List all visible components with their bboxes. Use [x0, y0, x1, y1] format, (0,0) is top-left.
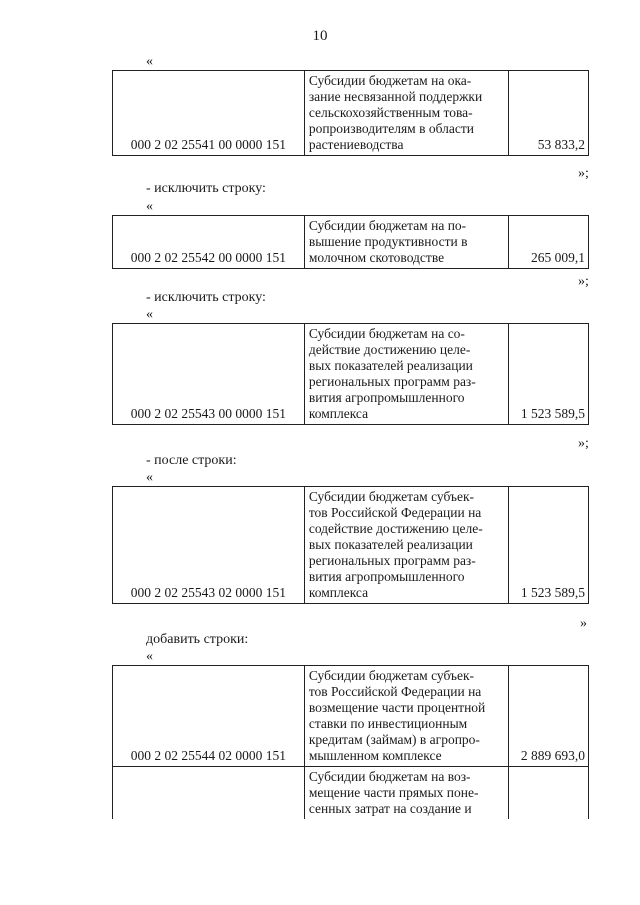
budget-rows-table: [112, 665, 589, 819]
budget-code: 000 2 02 25542 00 0000 151: [113, 216, 305, 269]
description-line: Субсидии бюджетам на воз-: [308, 769, 471, 784]
opening-quote: «: [146, 307, 153, 322]
closing-quote: »: [580, 616, 587, 631]
description-line: сельскохозяйственным това-: [308, 105, 473, 120]
description-line: ропроизводителям в области: [308, 121, 474, 136]
row-amount: 1 523 589,5: [508, 324, 588, 425]
description-line: Субсидии бюджетам на по-: [308, 218, 467, 233]
budget-row-table: [112, 323, 589, 425]
description-line: вышение продуктивности в: [308, 234, 468, 249]
description-line: комплекса: [308, 406, 369, 421]
row-description: [304, 767, 508, 820]
description-line: растениеводства: [308, 137, 404, 152]
row-amount: 265 009,1: [508, 216, 588, 269]
description-line: региональных программ раз-: [308, 374, 476, 389]
table-row: [113, 666, 589, 767]
page-number: 10: [312, 28, 328, 44]
budget-code: 000 2 02 25543 00 0000 151: [113, 324, 305, 425]
row-amount: [508, 767, 588, 820]
budget-row-table: [112, 486, 589, 604]
description-line: ставки по инвестиционным: [308, 716, 468, 731]
opening-quote: «: [146, 470, 153, 485]
description-line: тов Российской Федерации на: [308, 684, 482, 699]
description-line: возмещение части процентной: [308, 700, 486, 715]
description-line: зание несвязанной поддержки: [308, 89, 483, 104]
budget-code: 000 2 02 25543 02 0000 151: [113, 487, 305, 604]
table-row: [113, 216, 589, 269]
description-line: вития агропромышленного: [308, 390, 465, 405]
row-description: [304, 71, 508, 156]
opening-quote: «: [146, 649, 153, 664]
budget-row-table: [112, 215, 589, 269]
description-line: региональных программ раз-: [308, 553, 476, 568]
description-line: Субсидии бюджетам субъек-: [308, 489, 475, 504]
description-line: вых показателей реализации: [308, 537, 473, 552]
closing-quote: »;: [578, 436, 589, 451]
description-line: мещение части прямых поне-: [308, 785, 479, 800]
closing-quote: »;: [578, 166, 589, 181]
table-row: [113, 767, 589, 820]
description-line: Субсидии бюджетам на ока-: [308, 73, 472, 88]
row-amount: 2 889 693,0: [508, 666, 588, 767]
row-amount: 53 833,2: [508, 71, 588, 156]
description-line: Субсидии бюджетам на со-: [308, 326, 465, 341]
budget-row-table: [112, 70, 589, 156]
description-line: сенных затрат на создание и: [308, 801, 472, 816]
row-amount: 1 523 589,5: [508, 487, 588, 604]
description-line: тов Российской Федерации на: [308, 505, 482, 520]
instruction-text: добавить строки:: [146, 632, 249, 647]
description-line: комплекса: [308, 585, 369, 600]
table-row: [113, 324, 589, 425]
instruction-text: - после строки:: [146, 453, 237, 468]
description-line: вития агропромышленного: [308, 569, 465, 584]
table-row: [113, 71, 589, 156]
description-line: вых показателей реализации: [308, 358, 473, 373]
description-line: мышленном комплексе: [308, 748, 442, 763]
description-line: Субсидии бюджетам субъек-: [308, 668, 475, 683]
instruction-text: - исключить строку:: [146, 290, 266, 305]
description-line: содействие достижению целе-: [308, 521, 483, 536]
description-line: молочном скотоводстве: [308, 250, 445, 265]
row-description: [304, 666, 508, 767]
description-line: действие достижению целе-: [308, 342, 471, 357]
row-description: [304, 216, 508, 269]
row-description: [304, 487, 508, 604]
budget-code: 000 2 02 25544 02 0000 151: [113, 666, 305, 767]
budget-code: [113, 767, 305, 820]
closing-quote: »;: [578, 274, 589, 289]
row-description: [304, 324, 508, 425]
opening-quote: «: [146, 54, 153, 69]
table-row: [113, 487, 589, 604]
budget-code: 000 2 02 25541 00 0000 151: [113, 71, 305, 156]
description-line: кредитам (займам) в агропро-: [308, 732, 480, 747]
opening-quote: «: [146, 199, 153, 214]
instruction-text: - исключить строку:: [146, 181, 266, 196]
